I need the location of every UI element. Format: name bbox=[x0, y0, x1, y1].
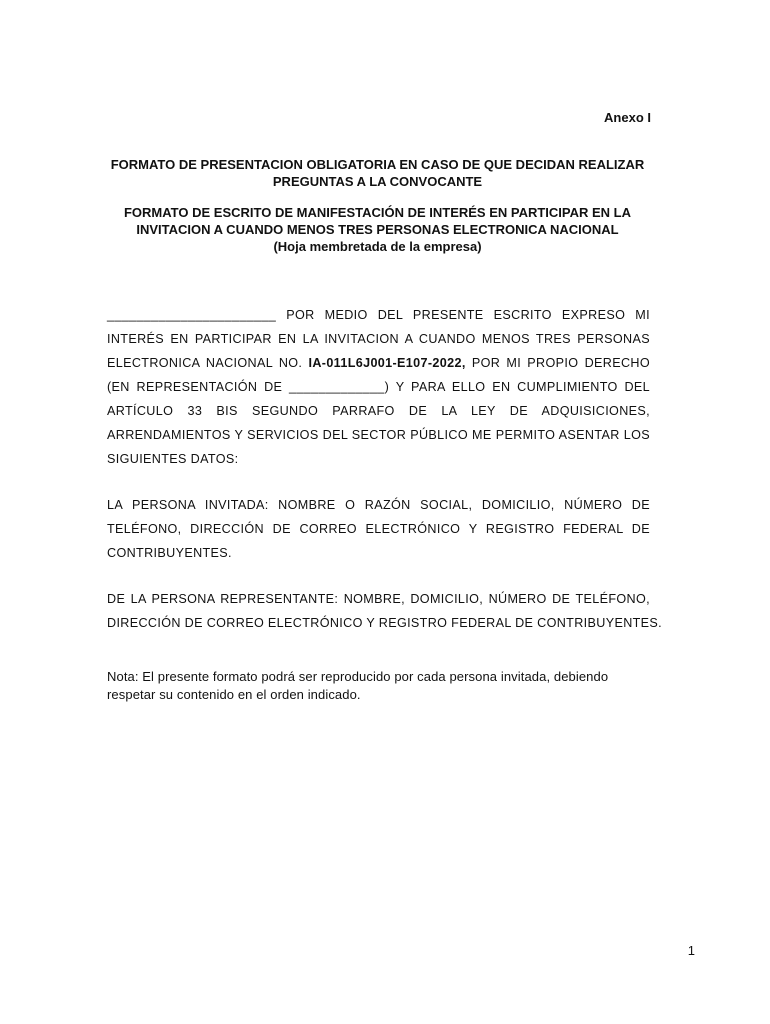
heading-line: PREGUNTAS A LA CONVOCANTE bbox=[272, 174, 483, 189]
format-note bbox=[107, 668, 652, 704]
paragraph-line: _______________________ POR MEDIO DEL PRESENTE ESCRITO EXPRESO MI bbox=[107, 308, 650, 322]
paragraph-line bbox=[107, 351, 650, 375]
heading-line: FORMATO DE ESCRITO DE MANIFESTACIÓN DE INTERÉS EN PARTICIPAR EN LA bbox=[123, 205, 632, 220]
paragraph-line: TELÉFONO, DIRECCIÓN DE CORREO ELECTRÓNICO Y REGISTRO FEDERAL DE bbox=[107, 522, 650, 536]
paragraph-line: DE LA PERSONA REPRESENTANTE: NOMBRE, DOMICILIO, NÚMERO DE TELÉFONO, bbox=[107, 592, 650, 606]
paragraph-line: ARTÍCULO 33 BIS SEGUNDO PARRAFO DE LA LEY DE ADQUISICIONES, bbox=[107, 404, 650, 418]
paragraph-line: DIRECCIÓN DE CORREO ELECTRÓNICO Y REGISTRO FEDERAL DE CONTRIBUYENTES. bbox=[107, 616, 663, 630]
paragraph-line: ARRENDAMIENTOS Y SERVICIOS DEL SECTOR PÚBLICO ME PERMITO ASENTAR LOS bbox=[107, 428, 650, 442]
interest-letter-heading bbox=[100, 204, 655, 255]
letterhead-note: (Hoja membretada de la empresa) bbox=[273, 239, 482, 254]
representative-paragraph bbox=[107, 587, 663, 635]
paragraph-line: SIGUIENTES DATOS: bbox=[107, 452, 239, 466]
paragraph-line: (EN REPRESENTACIÓN DE _____________) Y PARA ELLO EN CUMPLIMIENTO DEL bbox=[107, 380, 650, 394]
mandatory-format-heading bbox=[100, 156, 655, 190]
paragraph-text: POR MI PROPIO DERECHO bbox=[465, 356, 651, 370]
note-line: Nota: El presente formato podrá ser reproducido por cada persona invitada, debiendo bbox=[107, 669, 609, 684]
page-number: 1 bbox=[687, 943, 695, 958]
invited-person-paragraph bbox=[107, 493, 650, 565]
paragraph-text: ELECTRONICA NACIONAL NO. bbox=[107, 356, 309, 370]
procedure-number: IA-011L6J001-E107-2022, bbox=[308, 356, 466, 370]
paragraph-line: CONTRIBUYENTES. bbox=[107, 546, 232, 560]
note-line: respetar su contenido en el orden indicado. bbox=[107, 687, 361, 702]
paragraph-line: INTERÉS EN PARTICIPAR EN LA INVITACION A CUANDO MENOS TRES PERSONAS bbox=[107, 332, 650, 346]
annex-label: Anexo I bbox=[604, 110, 651, 125]
paragraph-line: LA PERSONA INVITADA: NOMBRE O RAZÓN SOCIAL, DOMICILIO, NÚMERO DE bbox=[107, 498, 650, 512]
declaration-paragraph bbox=[107, 303, 650, 471]
heading-line: INVITACION A CUANDO MENOS TRES PERSONAS ELECTRONICA NACIONAL bbox=[136, 222, 619, 237]
heading-line: FORMATO DE PRESENTACION OBLIGATORIA EN CASO DE QUE DECIDAN REALIZAR bbox=[110, 157, 645, 172]
